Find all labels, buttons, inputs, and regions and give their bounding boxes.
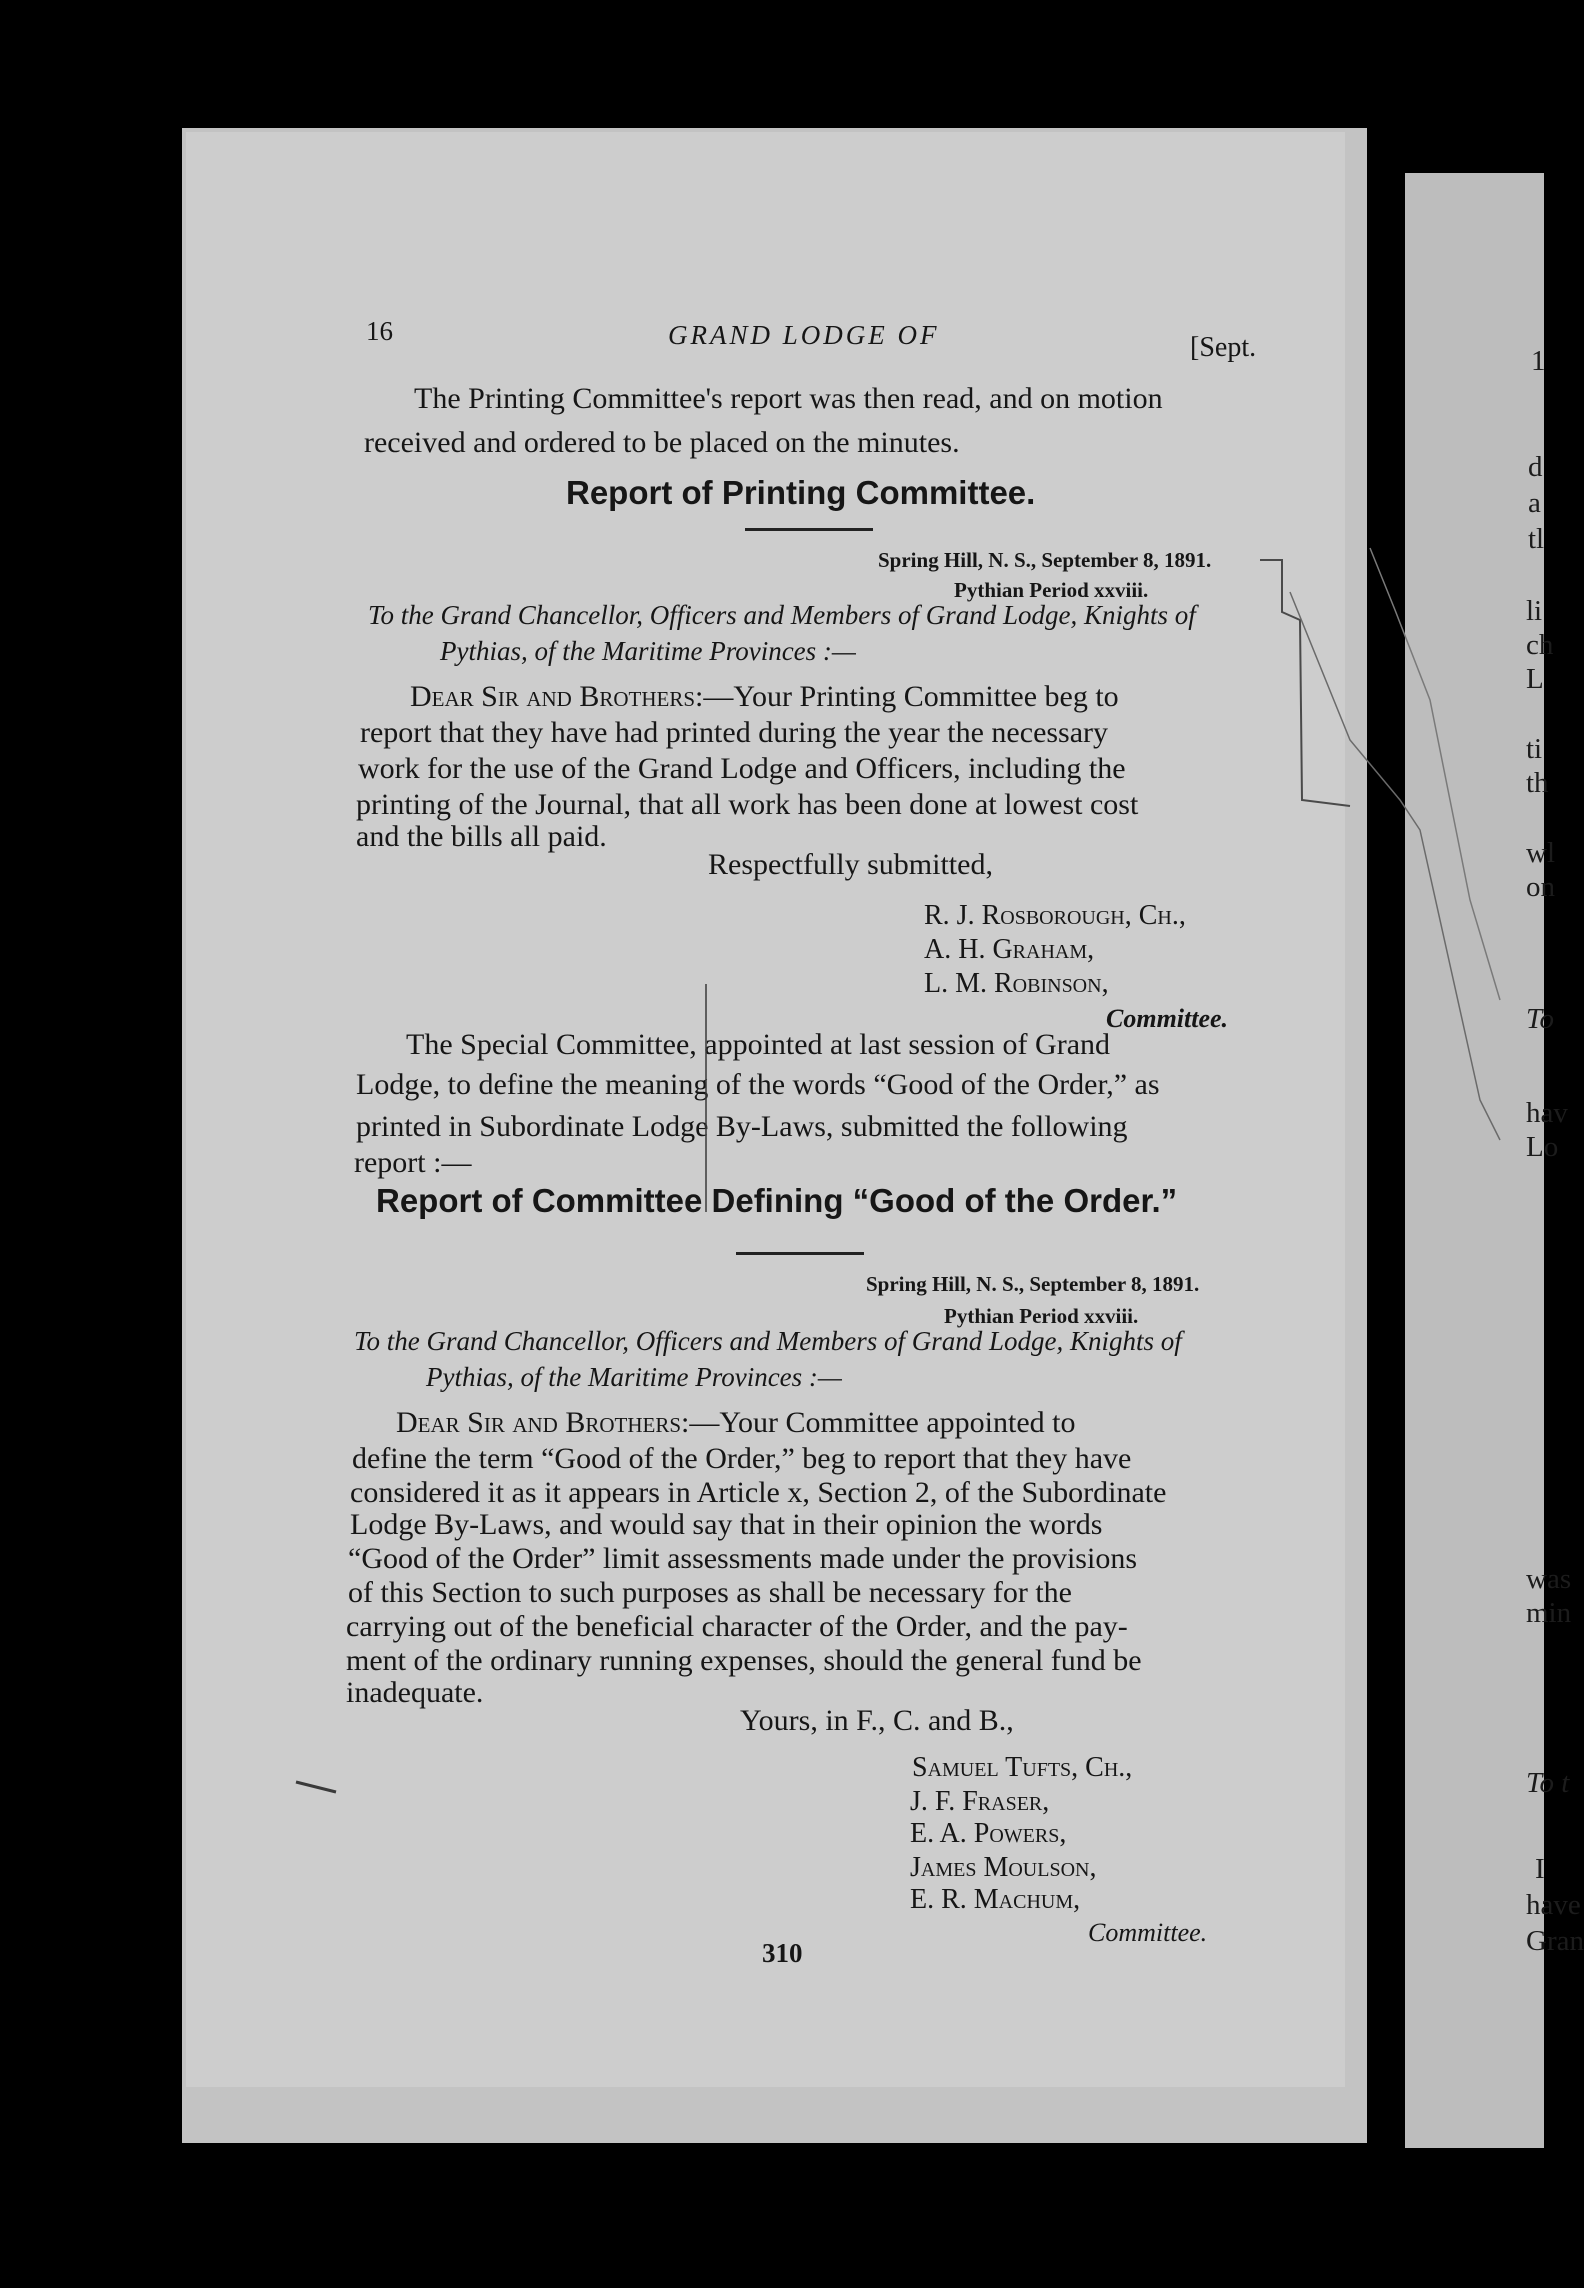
- report1-body-line: and the bills all paid.: [356, 820, 607, 853]
- report1-address: Pythias, of the Maritime Provinces :—: [440, 636, 856, 666]
- intro2-line: printed in Subordinate Lodge By-Laws, submitted the following: [356, 1110, 1128, 1143]
- facing-fragment: wl: [1526, 837, 1555, 869]
- facing-page-edge: [1405, 173, 1584, 2148]
- facing-fragment: a: [1528, 487, 1541, 519]
- report2-period: Pythian Period xxviii.: [944, 1304, 1139, 1328]
- report1-place-date: Spring Hill, N. S., September 8, 1891.: [878, 548, 1212, 572]
- report2-body-line: “Good of the Order” limit assessments made under the provisions: [348, 1542, 1137, 1575]
- report1-body-line: report that they have had printed during the year the necessary: [360, 716, 1109, 749]
- facing-fragment: Lo: [1526, 1131, 1559, 1163]
- facing-fragment: I: [1535, 1853, 1545, 1885]
- report1-body-line: :—Your Printing Committee beg to: [695, 680, 1119, 713]
- section-rule: [736, 1252, 864, 1255]
- report2-salutation: Dear Sir and Brothers: [396, 1406, 682, 1439]
- facing-fragment: ti: [1526, 733, 1543, 765]
- report1-title: Report of Printing Committee.: [566, 474, 1036, 511]
- report2-body-line: of this Section to such purposes as shall be necessary for the: [348, 1576, 1072, 1609]
- facing-fragment: Gran: [1526, 1925, 1584, 1957]
- report2-title: Report of Committee Defining “Good of the Order.”: [376, 1182, 1178, 1219]
- facing-fragment: d: [1528, 451, 1543, 483]
- facing-fragment: To: [1526, 1003, 1554, 1035]
- signatory: E. R. Machum,: [910, 1884, 1081, 1915]
- report1-closing: Respectfully submitted,: [708, 848, 993, 881]
- folio-number: 310: [762, 1938, 803, 1968]
- signatory: L. M. Robinson,: [924, 968, 1109, 999]
- report2-address: To the Grand Chancellor, Officers and Members of Grand Lodge, Knights of: [354, 1326, 1182, 1356]
- facing-fragment: L: [1526, 663, 1544, 695]
- committee-label: Committee.: [1106, 1004, 1229, 1033]
- report1-body-line: work for the use of the Grand Lodge and Officers, including the: [358, 752, 1126, 785]
- report2-place-date: Spring Hill, N. S., September 8, 1891.: [866, 1272, 1200, 1296]
- report2-body-line: define the term “Good of the Order,” beg to report that they have: [352, 1442, 1132, 1475]
- facing-fragment: ch: [1526, 629, 1554, 661]
- intro2-line: Lodge, to define the meaning of the words “Good of the Order,” as: [356, 1068, 1160, 1101]
- facing-fragment: was: [1526, 1563, 1572, 1595]
- report2-body-line: carrying out of the beneficial character of the Order, and the pay-: [346, 1610, 1128, 1643]
- facing-fragment: li: [1526, 595, 1543, 627]
- facing-fragment: th: [1526, 767, 1549, 799]
- intro1-line: received and ordered to be placed on the minutes.: [364, 426, 960, 459]
- report2-body-line: considered it as it appears in Article x, Section 2, of the Subordinate: [350, 1476, 1167, 1509]
- facing-fragment: To t: [1526, 1767, 1570, 1799]
- facing-fragment: have: [1526, 1889, 1581, 1921]
- report1-salutation: Dear Sir and Brothers: [410, 680, 696, 713]
- report2-address: Pythias, of the Maritime Provinces :—: [426, 1362, 842, 1392]
- signatory: J. F. Fraser,: [910, 1786, 1050, 1817]
- signatory: E. A. Powers,: [910, 1818, 1067, 1849]
- report2-body-line: inadequate.: [346, 1676, 484, 1709]
- section-marker: [Sept.: [1190, 332, 1257, 363]
- facing-fragment: tl: [1528, 523, 1545, 555]
- signatory: A. H. Graham,: [924, 934, 1095, 965]
- running-title: GRAND LODGE OF: [668, 320, 940, 350]
- report2-body-line: ment of the ordinary running expenses, should the general fund be: [346, 1644, 1142, 1677]
- report1-address: To the Grand Chancellor, Officers and Members of Grand Lodge, Knights of: [368, 600, 1196, 630]
- section-rule: [745, 528, 873, 531]
- intro1-line: The Printing Committee's report was then read, and on motion: [414, 382, 1163, 415]
- page-number: 16: [366, 316, 393, 346]
- report2-body-line: Lodge By-Laws, and would say that in their opinion the words: [350, 1508, 1103, 1541]
- facing-fragment: 1: [1531, 345, 1546, 377]
- signatory: R. J. Rosborough, Ch.,: [924, 900, 1186, 931]
- report2-body-line: :—Your Committee appointed to: [681, 1406, 1076, 1439]
- report1-period: Pythian Period xxviii.: [954, 578, 1149, 602]
- facing-fragment: on: [1526, 871, 1555, 903]
- committee-label: Committee.: [1088, 1918, 1208, 1947]
- intro2-line: The Special Committee, appointed at last session of Grand: [406, 1028, 1111, 1061]
- facing-fragment: min: [1526, 1597, 1572, 1629]
- facing-fragment: hav: [1526, 1097, 1568, 1129]
- report2-closing: Yours, in F., C. and B.,: [740, 1704, 1014, 1737]
- intro2-line: report :—: [354, 1146, 472, 1179]
- report1-body-line: printing of the Journal, that all work has been done at lowest cost: [356, 788, 1139, 821]
- signatory: Samuel Tufts, Ch.,: [912, 1752, 1133, 1783]
- signatory: James Moulson,: [910, 1852, 1097, 1883]
